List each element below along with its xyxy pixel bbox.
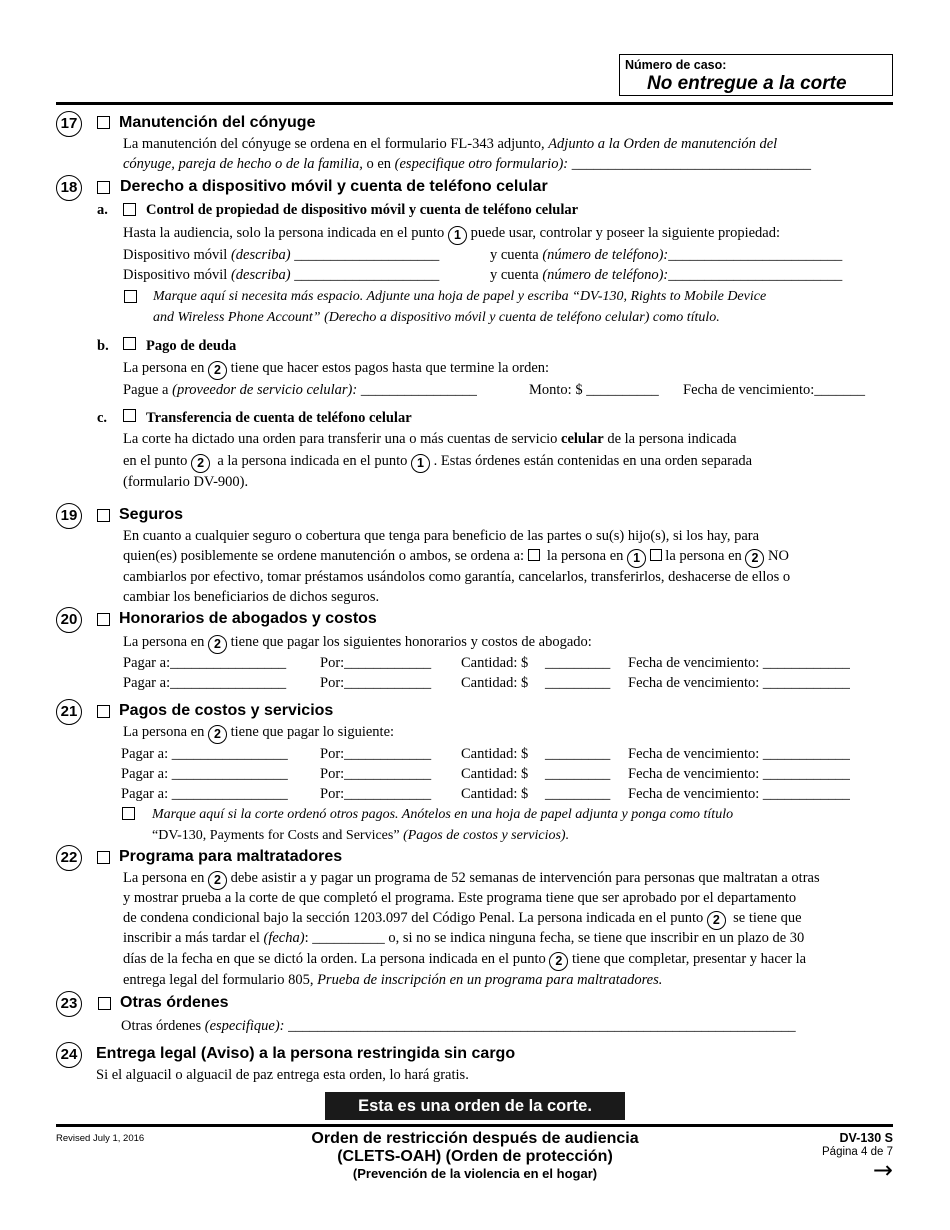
footer-rule: [56, 1124, 893, 1127]
letter-18b: b.: [97, 338, 109, 354]
s20-row2-pay[interactable]: Pagar a:________________: [123, 675, 287, 691]
device-field-1[interactable]: ____________________: [290, 247, 440, 263]
s19-line1: En cuanto a cualquier seguro o cobertura que tenga para beneficio de las partes o su(s) hijo(s), si los hay, para: [123, 528, 760, 544]
s21-row3-amount[interactable]: _________: [545, 786, 611, 802]
page-number: Página 4 de 7: [822, 1146, 893, 1158]
s19-line3: cambiarlos por efectivo, tomar préstamos usándolos como garantía, cancelarlos, transferirlos, deshacerse de ellos o: [123, 569, 791, 585]
section-title-24: Entrega legal (Aviso) a la persona restringida sin cargo: [96, 1045, 516, 1062]
s19-line2: quien(es) posiblemente se ordene manutención o ambos, se ordena a: la persona en 1 la persona en 2 NO: [123, 548, 789, 568]
s21-row3-pay[interactable]: Pagar a: ________________: [121, 786, 288, 802]
item-number-21: 21: [56, 699, 82, 725]
s21-row2-amount[interactable]: _________: [545, 766, 611, 782]
s21-note-2: “DV-130, Payments for Costs and Services” (Pagos de costos y servicios).: [152, 828, 570, 843]
s24-line1: Si el alguacil o alguacil de paz entrega esta orden, lo hará gratis.: [96, 1067, 469, 1083]
s21-row2-qty: Cantidad: $: [461, 766, 529, 782]
checkbox-19[interactable]: [97, 509, 110, 522]
provider-field[interactable]: ________________: [357, 382, 477, 398]
s21-row1-pay[interactable]: Pagar a: ________________: [121, 746, 288, 762]
section-title-20: Honorarios de abogados y costos: [119, 610, 377, 627]
subsection-title-18c: Transferencia de cuenta de teléfono celular: [146, 410, 412, 426]
s21-row2-by[interactable]: Por:____________: [320, 766, 432, 782]
s18a-account-row-1: y cuenta (número de teléfono):________________________: [490, 247, 843, 263]
s18a-device-row-2: Dispositivo móvil (describa) ____________________: [123, 267, 440, 283]
checkbox-22[interactable]: [97, 851, 110, 864]
checkbox-18a[interactable]: [123, 203, 136, 216]
checkbox-18b[interactable]: [123, 337, 136, 350]
ref-item-2: 2: [208, 635, 227, 654]
due-date-field[interactable]: Fecha de vencimiento:_______: [683, 382, 866, 398]
checkbox-19-person-1[interactable]: [528, 549, 540, 561]
item-number-19: 19: [56, 503, 82, 529]
s20-row1-amount[interactable]: _________: [545, 655, 611, 671]
header-rule: [56, 102, 893, 105]
s21-row3-due[interactable]: Fecha de vencimiento: ____________: [628, 786, 850, 802]
s20-line1: La persona en 2 tiene que pagar los siguientes honorarios y costos de abogado:: [123, 634, 592, 654]
s18b-line1: La persona en 2 tiene que hacer estos pagos hasta que termine la orden:: [123, 360, 549, 380]
s18c-line2: en el punto 2 a la persona indicada en el punto 1 . Estas órdenes están contenidas en una orden separada: [123, 453, 752, 473]
checkbox-20[interactable]: [97, 613, 110, 626]
ref-item-2: 2: [707, 911, 726, 930]
s22-line6: entrega legal del formulario 805, Prueba de inscripción en un programa para maltratadores.: [123, 972, 663, 988]
checkbox-21-other-payments[interactable]: [122, 807, 135, 820]
other-orders-field[interactable]: ______________________________________________________________________: [284, 1018, 796, 1034]
checkbox-21[interactable]: [97, 705, 110, 718]
s21-row3-by[interactable]: Por:____________: [320, 786, 432, 802]
s21-note-1: Marque aquí si la corte ordenó otros pagos. Anótelos en una hoja de papel adjunta y ponga como título: [152, 807, 734, 822]
ref-item-2: 2: [208, 871, 227, 890]
s22-line4: inscribir a más tardar el (fecha): __________ o, si no se indica ninguna fecha, se tiene que inscribir en un plazo de 30: [123, 930, 805, 946]
s21-row1-qty: Cantidad: $: [461, 746, 529, 762]
form-title-line-1: Orden de restricción después de audiencia: [311, 1130, 639, 1147]
court-order-banner: Esta es una orden de la corte.: [325, 1092, 625, 1120]
s21-row2-due[interactable]: Fecha de vencimiento: ____________: [628, 766, 850, 782]
item-number-18: 18: [56, 175, 82, 201]
ref-item-2: 2: [191, 454, 210, 473]
checkbox-18c[interactable]: [123, 409, 136, 422]
item-number-20: 20: [56, 607, 82, 633]
s21-line1: La persona en 2 tiene que pagar lo siguiente:: [123, 724, 394, 744]
item-number-24: 24: [56, 1042, 82, 1068]
ref-item-2: 2: [549, 952, 568, 971]
s17-line2: cónyuge, pareja de hecho o de la familia, o en (especifique otro formulario): _________________________________: [123, 156, 811, 172]
checkbox-17[interactable]: [97, 116, 110, 129]
s22-line1: La persona en 2 debe asistir a y pagar un programa de 52 semanas de intervención para personas que maltratan a otras: [123, 870, 820, 890]
ref-item-2: 2: [208, 725, 227, 744]
device-field-2[interactable]: ____________________: [290, 267, 440, 283]
case-number-label: Número de caso:: [625, 58, 727, 72]
s21-row1-due[interactable]: Fecha de vencimiento: ____________: [628, 746, 850, 762]
ref-item-2: 2: [208, 361, 227, 380]
s20-row1-qty: Cantidad: $: [461, 655, 529, 671]
item-number-17: 17: [56, 111, 82, 137]
section-title-23: Otras órdenes: [120, 994, 229, 1011]
s21-row3-qty: Cantidad: $: [461, 786, 529, 802]
section-title-18: Derecho a dispositivo móvil y cuenta de teléfono celular: [120, 178, 548, 195]
section-title-22: Programa para maltratadores: [119, 848, 343, 865]
s21-row1-by[interactable]: Por:____________: [320, 746, 432, 762]
next-page-arrow-icon[interactable]: →: [872, 1156, 893, 1184]
s21-row1-amount[interactable]: _________: [545, 746, 611, 762]
subsection-title-18b: Pago de deuda: [146, 338, 237, 354]
s20-row2-amount[interactable]: _________: [545, 675, 611, 691]
s20-row2-qty: Cantidad: $: [461, 675, 529, 691]
s22-line5: días de la fecha en que se dictó la orden. La persona indicada en el punto 2 tiene que completar, presentar y hacer la: [123, 951, 806, 971]
ref-item-1: 1: [627, 549, 646, 568]
s17-line1: La manutención del cónyuge se ordena en el formulario FL-343 adjunto, Adjunto a la Orden de manutención del: [123, 136, 778, 152]
s20-row2-due[interactable]: Fecha de vencimiento: ____________: [628, 675, 850, 691]
s22-line3: de condena condicional bajo la sección 1203.097 del Código Penal. La persona indicada en el punto 2 se tiene que: [123, 910, 802, 930]
form-title-line-2: (CLETS-OAH) (Orden de protección): [337, 1148, 613, 1165]
s18c-line1: La corte ha dictado una orden para transferir una o más cuentas de servicio celular de la persona indicada: [123, 431, 737, 447]
s18a-account-row-2: y cuenta (número de teléfono):________________________: [490, 267, 843, 283]
s20-row2-by[interactable]: Por:____________: [320, 675, 432, 691]
form-id: DV-130 S: [839, 1131, 893, 1145]
checkbox-18[interactable]: [97, 181, 110, 194]
case-number-value: No entregue a la corte: [647, 73, 847, 94]
s18a-note-1: Marque aquí si necesita más espacio. Adjunte una hoja de papel y escriba “DV-130, Rights to Mobile Device: [153, 289, 767, 304]
s21-row2-pay[interactable]: Pagar a: ________________: [121, 766, 288, 782]
ref-item-1: 1: [448, 226, 467, 245]
item-number-23: 23: [56, 991, 82, 1017]
section-title-21: Pagos de costos y servicios: [119, 702, 334, 719]
s23-line1: Otras órdenes (especifique): ______________________________________________________________________: [121, 1018, 796, 1034]
s18a-line1: Hasta la audiencia, solo la persona indicada en el punto 1 puede usar, controlar y poseer la siguiente propiedad:: [123, 225, 780, 245]
ref-item-1: 1: [411, 454, 430, 473]
phone-field-1[interactable]: ________________________: [668, 247, 843, 263]
revised-date: Revised July 1, 2016: [56, 1133, 145, 1144]
s20-row1-pay[interactable]: Pagar a:________________: [123, 655, 287, 671]
letter-18a: a.: [97, 202, 108, 218]
phone-field-2[interactable]: ________________________: [668, 267, 843, 283]
s20-row1-by[interactable]: Por:____________: [320, 655, 432, 671]
s18c-line3: (formulario DV-900).: [123, 474, 249, 490]
checkbox-19-person-2[interactable]: [650, 549, 662, 561]
s18a-device-row-1: Dispositivo móvil (describa) ____________________: [123, 247, 440, 263]
s20-row1-due[interactable]: Fecha de vencimiento: ____________: [628, 655, 850, 671]
amount-field[interactable]: Monto: $ __________: [529, 382, 659, 398]
case-number-box: [619, 54, 893, 96]
other-form-field[interactable]: _________________________________: [568, 156, 811, 172]
s22-line2: y mostrar prueba a la corte de que completó el programa. Este programa tiene que ser aprobado por el departamento: [123, 890, 797, 906]
s19-line4: cambiar los beneficiarios de dichos seguros.: [123, 589, 380, 605]
letter-18c: c.: [97, 410, 108, 426]
subsection-title-18a: Control de propiedad de dispositivo móvil y cuenta de teléfono celular: [146, 202, 579, 218]
item-number-22: 22: [56, 845, 82, 871]
ref-item-2: 2: [745, 549, 764, 568]
s18a-note-2: and Wireless Phone Account” (Derecho a dispositivo móvil y cuenta de teléfono celular) como título.: [153, 310, 720, 325]
s18b-line2: Pague a (proveedor de servicio celular): ________________: [123, 382, 477, 398]
checkbox-23[interactable]: [98, 997, 111, 1010]
section-title-17: Manutención del cónyuge: [119, 114, 316, 131]
checkbox-18a-more-space[interactable]: [124, 290, 137, 303]
section-title-19: Seguros: [119, 506, 184, 523]
form-title-line-3: (Prevención de la violencia en el hogar): [352, 1166, 598, 1181]
